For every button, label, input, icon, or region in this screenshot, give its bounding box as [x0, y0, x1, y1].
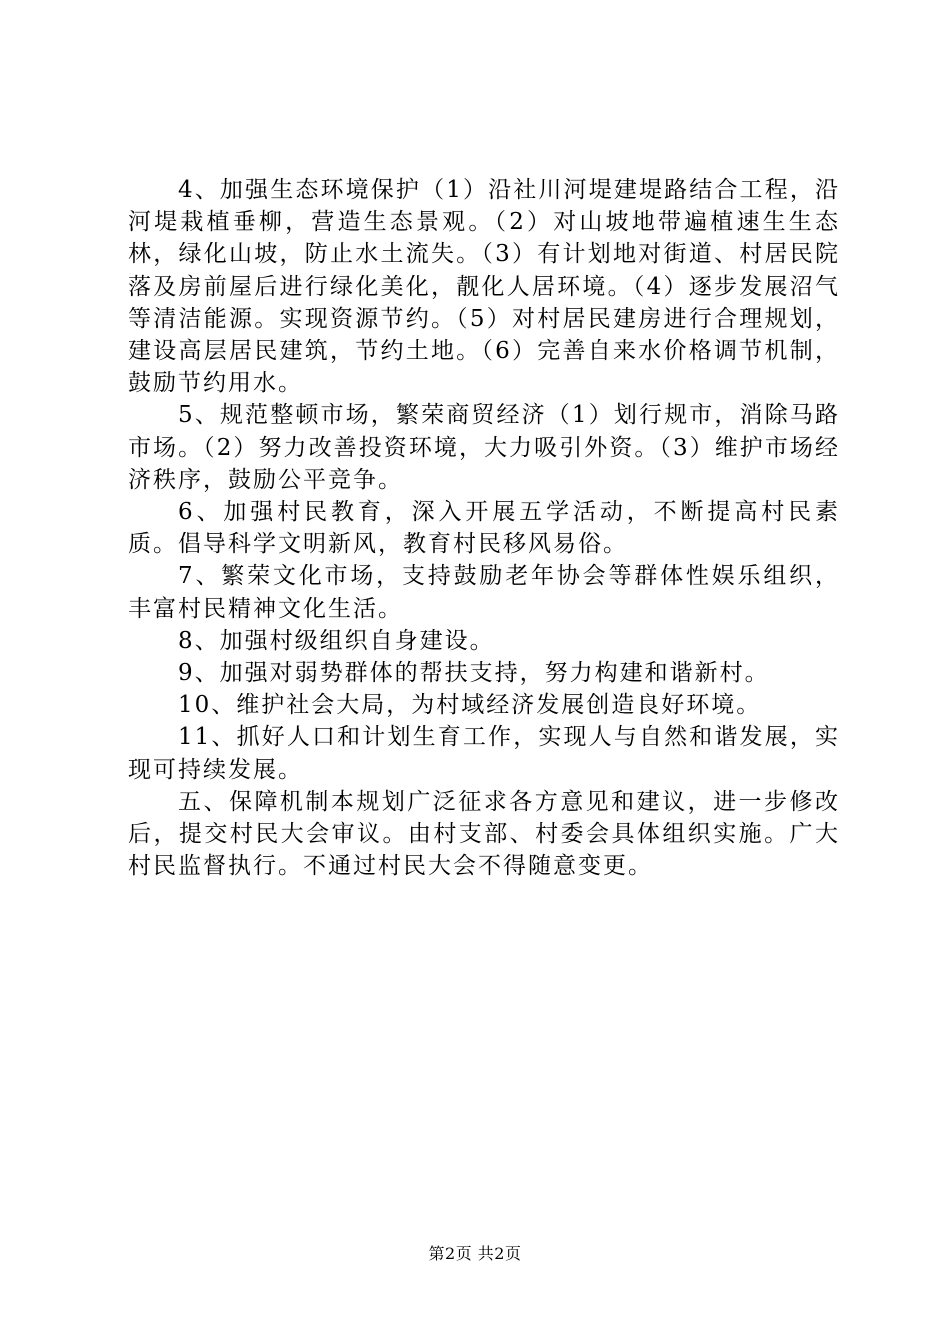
paragraph-item-7: 7、繁荣文化市场，支持鼓励老年协会等群体性娱乐组织，丰富村民精神文化生活。 — [128, 563, 840, 622]
paragraph-section-5: 五、保障机制本规划广泛征求各方意见和建议，进一步修改后，提交村民大会审议。由村支部、村委会具体组织实施。广大村民监督执行。不通过村民大会不得随意变更。 — [128, 788, 840, 880]
paragraph-item-4: 4、加强生态环境保护（1）沿社川河堤建堤路结合工程，沿河堤栽植垂柳，营造生态景观。（2）对山坡地带遍植速生生态林，绿化山坡，防止水土流失。（3）有计划地对街道、村居民院落及房前屋后进行绿化美化，靓化人居环境。（4）逐步发展沼气等清洁能源。实现资源节约。（5）对村居民建房进行合理规划，建设高层居民建筑，节约土地。（6）完善自来水价格调节机制，鼓励节约用水。 — [128, 177, 840, 397]
paragraph-item-5: 5、规范整顿市场，繁荣商贸经济（1）划行规市，消除马路市场。（2）努力改善投资环境，大力吸引外资。（3）维护市场经济秩序，鼓励公平竞争。 — [128, 402, 840, 493]
paragraph-item-8: 8、加强村级组织自身建设。 — [178, 627, 495, 654]
paragraph-item-6: 6、加强村民教育，深入开展五学活动，不断提高村民素质。倡导科学文明新风，教育村民移风易俗。 — [128, 499, 840, 558]
paragraph-item-11: 11、抓好人口和计划生育工作，实现人与自然和谐发展，实现可持续发展。 — [128, 724, 840, 783]
page-number-footer: 第2页 共2页 — [428, 1244, 522, 1263]
document-body — [128, 174, 840, 882]
paragraph-item-9: 9、加强对弱势群体的帮扶支持，努力构建和谐新村。 — [178, 660, 770, 687]
paragraph-item-10: 10、维护社会大局，为村域经济发展创造良好环境。 — [178, 692, 762, 719]
